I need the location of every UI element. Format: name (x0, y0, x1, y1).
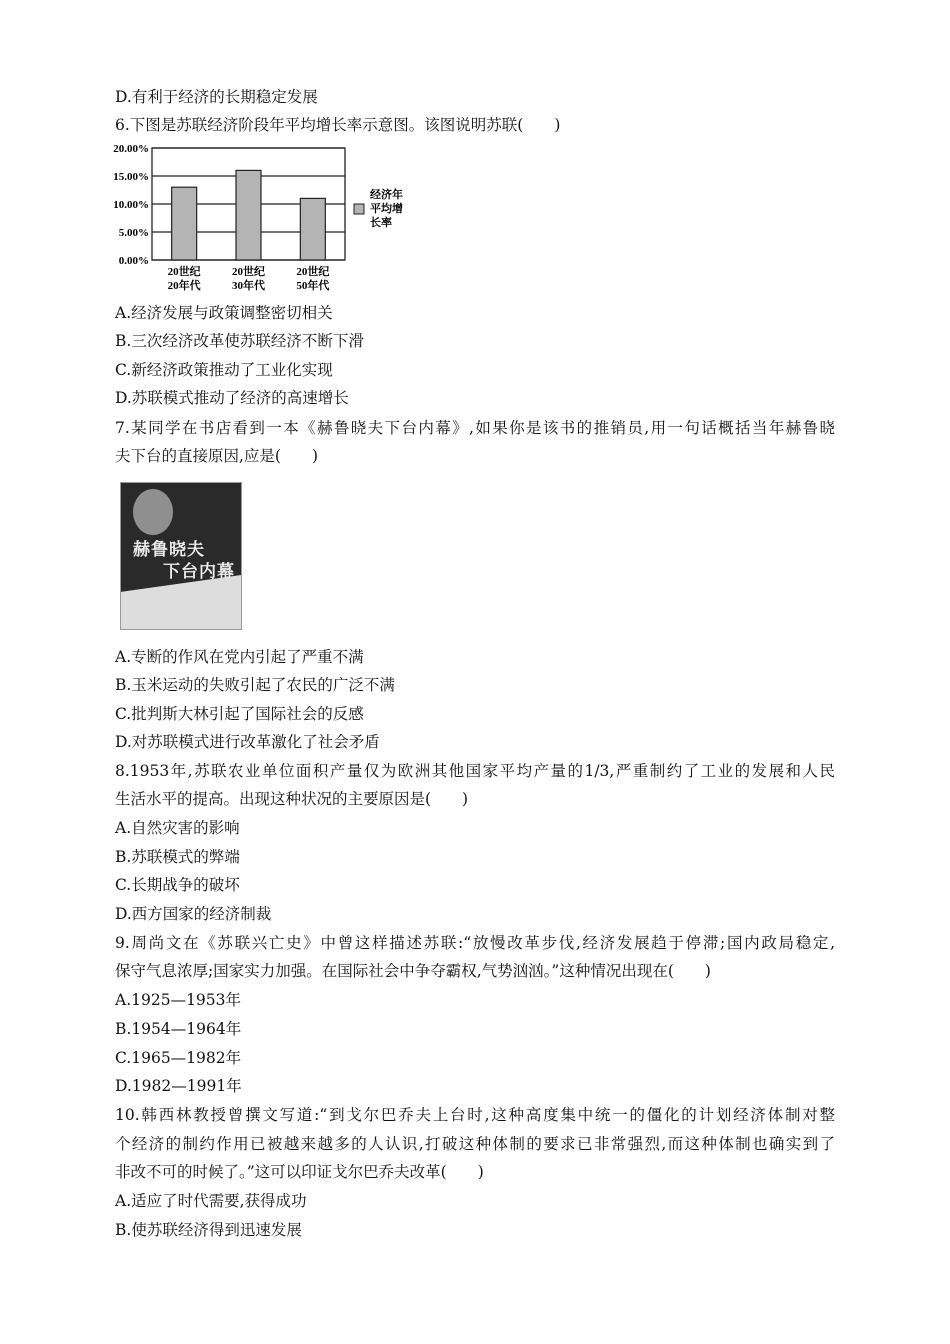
question-6: 6.下图是苏联经济阶段年平均增长率示意图。该图说明苏联( ) (115, 116, 561, 134)
question-7-cont: 夫下台的直接原因,应是( ) (115, 447, 319, 465)
question-9-cont: 保守气息浓厚;国家实力加强。在国际社会中争夺霸权,气势汹汹。”这种情况出现在( ) (115, 962, 711, 980)
legend-label: 经济年 (370, 189, 403, 201)
option-text: A.1925—1953年 (115, 991, 242, 1009)
y-tick-label: 15.00% (113, 171, 149, 183)
question-8: 8.1953年,苏联农业单位面积产量仅为欧洲其他国家平均产量的1/3,严重制约了工业的发展和人民 (115, 762, 835, 780)
book-title: 下台内幕 (163, 562, 235, 582)
y-tick-label: 5.00% (118, 227, 149, 239)
option-text: A.专断的作风在党内引起了严重不满 (115, 648, 364, 666)
y-tick-label: 10.00% (113, 199, 149, 211)
option-text: D.苏联模式推动了经济的高速增长 (115, 389, 349, 407)
question-10-cont: 个经济的制约作用已被越来越多的人认识,打破这种体制的要求已非常强烈,而这种体制也确实到了 (115, 1135, 835, 1153)
y-tick-label: 0.00% (118, 255, 149, 267)
legend-swatch (354, 204, 364, 214)
option-text: D.1982—1991年 (115, 1077, 242, 1095)
option-text: C.批判斯大林引起了国际社会的反感 (115, 705, 364, 723)
legend-label: 长率 (370, 217, 392, 229)
question-10-cont: 非改不可的时候了。”这可以印证戈尔巴乔夫改革( ) (115, 1163, 484, 1181)
question-8-cont: 生活水平的提高。出现这种状况的主要原因是( ) (115, 790, 469, 808)
option-text: D.西方国家的经济制裁 (115, 905, 272, 923)
option-text: B.苏联模式的弊端 (115, 848, 240, 866)
bar (300, 198, 325, 260)
option-text: A.自然灾害的影响 (115, 819, 240, 837)
option-text: A.适应了时代需要,获得成功 (115, 1192, 307, 1210)
legend-label: 平均增 (370, 203, 403, 215)
x-tick-label: 20世纪 (296, 266, 330, 278)
option-text: C.长期战争的破坏 (115, 876, 240, 894)
question-9: 9.周尚文在《苏联兴亡史》中曾这样描述苏联:“放慢改革步伐,经济发展趋于停滞;国内政局稳定, (115, 934, 835, 952)
y-tick-label: 20.00% (113, 143, 149, 155)
option-text: C.新经济政策推动了工业化实现 (115, 361, 333, 379)
book-cover-image (120, 482, 242, 630)
book-title: 赫鲁晓夫 (133, 540, 205, 560)
bar (172, 187, 197, 260)
option-text: A.经济发展与政策调整密切相关 (115, 304, 333, 322)
option-text: B.三次经济改革使苏联经济不断下滑 (115, 332, 364, 350)
x-tick-label: 20世纪 (232, 266, 265, 278)
x-tick-label: 30年代 (232, 280, 265, 292)
question-10: 10.韩西林教授曾撰文写道:“到戈尔巴乔夫上台时,这种高度集中统一的僵化的计划经济体制对整 (115, 1106, 835, 1124)
option-text: D.有利于经济的长期稳定发展 (115, 88, 318, 106)
option-text: B.玉米运动的失败引起了农民的广泛不满 (115, 676, 395, 694)
growth-rate-bar-chart (110, 138, 420, 298)
bar (236, 170, 261, 260)
option-text: B.使苏联经济得到迅速发展 (115, 1221, 302, 1239)
option-text: C.1965—1982年 (115, 1049, 242, 1067)
x-tick-label: 20世纪 (167, 266, 201, 278)
question-7: 7.某同学在书店看到一本《赫鲁晓夫下台内幕》,如果你是该书的推销员,用一句话概括当年赫鲁晓 (115, 419, 835, 437)
option-text: B.1954—1964年 (115, 1020, 242, 1038)
x-tick-label: 20年代 (167, 280, 201, 292)
x-tick-label: 50年代 (296, 280, 330, 292)
option-text: D.对苏联模式进行改革激化了社会矛盾 (115, 733, 380, 751)
